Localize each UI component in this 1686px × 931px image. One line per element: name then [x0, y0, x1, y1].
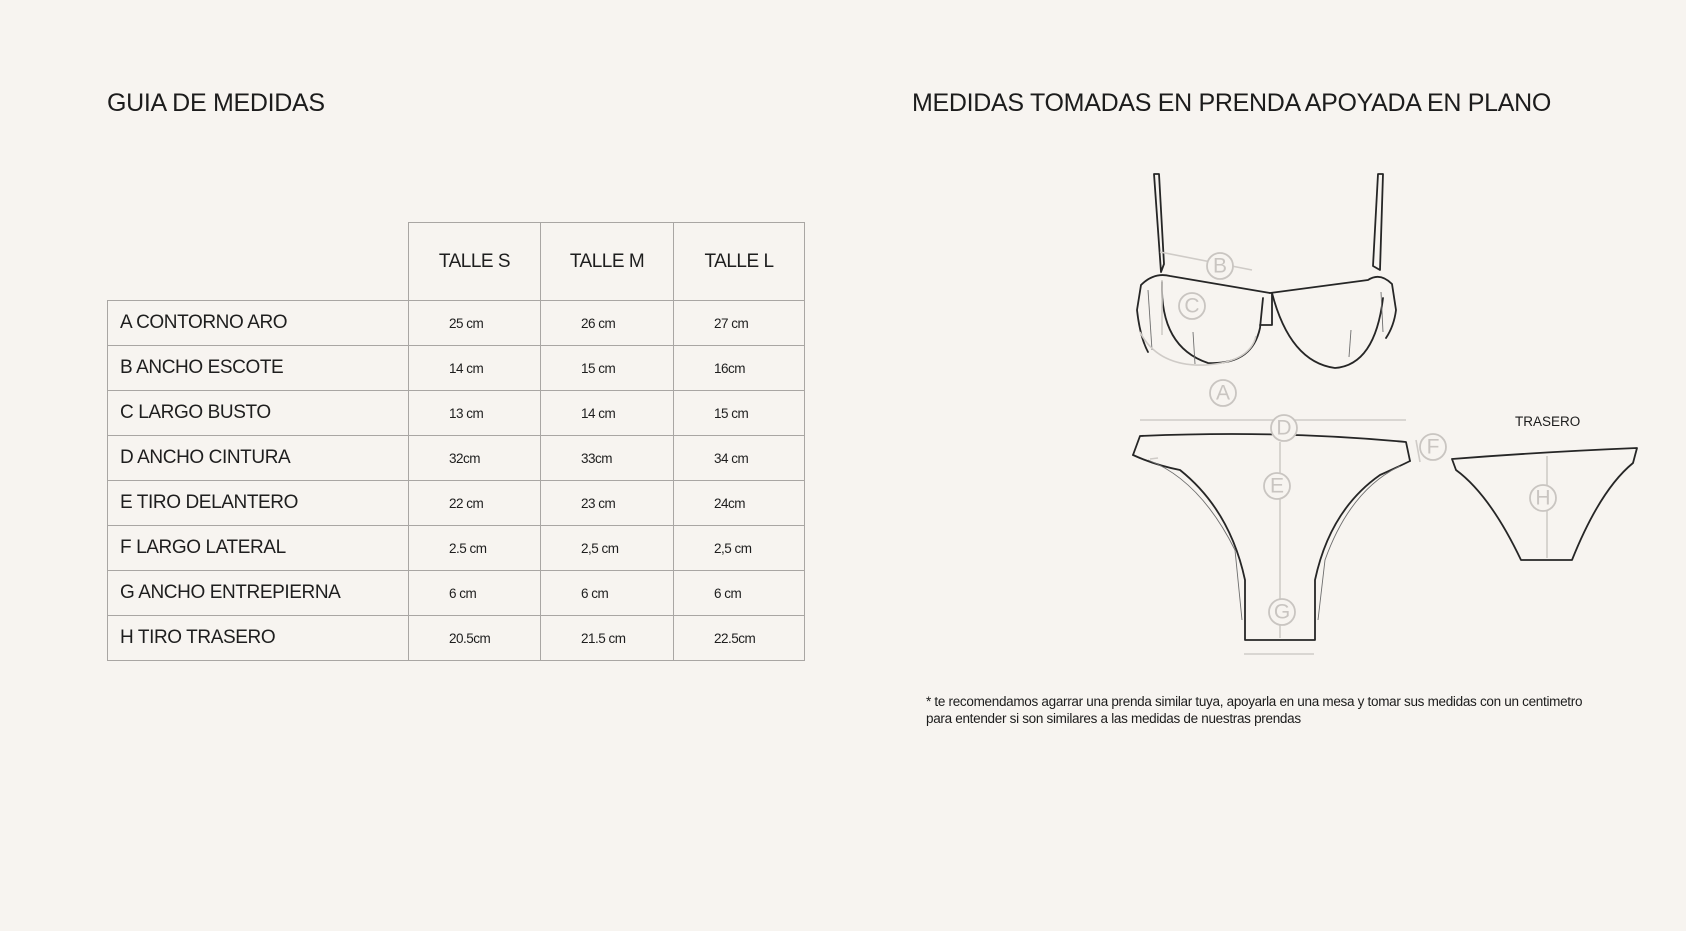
marker-e: [1264, 473, 1290, 499]
value-size-l: 6 cm: [674, 571, 805, 616]
measure-label: G ANCHO ENTREPIERNA: [108, 571, 409, 616]
table-row: [108, 436, 805, 481]
measure-label: C LARGO BUSTO: [108, 391, 409, 436]
value-size-s: 20.5cm: [409, 616, 541, 661]
value-size-l: 2,5 cm: [674, 526, 805, 571]
value-size-s: 6 cm: [409, 571, 541, 616]
value-size-m: 6 cm: [541, 571, 674, 616]
value-size-l: 34 cm: [674, 436, 805, 481]
guide-d: [1150, 458, 1158, 459]
value-size-s: 14 cm: [409, 346, 541, 391]
marker-f-label: F: [1426, 435, 1440, 459]
measure-label: F LARGO LATERAL: [108, 526, 409, 571]
header-size-m: TALLE M: [541, 223, 674, 301]
guide-b: [1160, 252, 1252, 270]
right-cup-seam: [1349, 330, 1351, 357]
table-row: [108, 391, 805, 436]
measure-label: A CONTORNO ARO: [108, 301, 409, 346]
value-size-m: 33cm: [541, 436, 674, 481]
value-size-l: 16cm: [674, 346, 805, 391]
value-size-m: 23 cm: [541, 481, 674, 526]
header-size-l: TALLE L: [674, 223, 805, 301]
marker-e-label: E: [1269, 474, 1285, 498]
value-size-s: 32cm: [409, 436, 541, 481]
front-brief-waistband: [1133, 434, 1410, 461]
marker-d: [1271, 415, 1297, 441]
marker-h: [1530, 485, 1556, 511]
marker-c: [1179, 293, 1205, 319]
left-cup-seam: [1193, 332, 1195, 364]
value-size-l: 22.5cm: [674, 616, 805, 661]
measure-label: D ANCHO CINTURA: [108, 436, 409, 481]
note-line-1: * te recomendamos agarrar una prenda similar tuya, apoyarla en una mesa y tomar sus medidas con un centimetro: [926, 694, 1583, 709]
measure-label: E TIRO DELANTERO: [108, 481, 409, 526]
table-row: [108, 481, 805, 526]
value-size-m: 26 cm: [541, 301, 674, 346]
right-strap: [1373, 174, 1383, 270]
value-size-l: 24cm: [674, 481, 805, 526]
value-size-l: 27 cm: [674, 301, 805, 346]
trasero-label: TRASERO: [1515, 414, 1581, 429]
left-strap: [1154, 174, 1164, 272]
marker-c-label: C: [1184, 294, 1200, 318]
marker-g-label: G: [1273, 600, 1291, 624]
marker-b: [1207, 253, 1233, 279]
left-side-seam: [1148, 290, 1152, 350]
value-size-s: 25 cm: [409, 301, 541, 346]
guide-f: [1416, 440, 1420, 462]
measure-label: B ANCHO ESCOTE: [108, 346, 409, 391]
front-brief-inner-right: [1318, 466, 1400, 620]
garment-measurement-diagram: [1100, 160, 1670, 680]
bra-illustration: [1137, 174, 1396, 368]
table-row: [108, 301, 805, 346]
marker-f: [1420, 434, 1446, 460]
size-header-row: [108, 223, 805, 301]
value-size-m: 21.5 cm: [541, 616, 674, 661]
value-size-m: 14 cm: [541, 391, 674, 436]
marker-d-label: D: [1276, 416, 1292, 440]
value-size-m: 2,5 cm: [541, 526, 674, 571]
marker-h-label: H: [1535, 486, 1551, 510]
size-table: [107, 222, 805, 661]
guide-a: [1140, 332, 1256, 365]
value-size-m: 15 cm: [541, 346, 674, 391]
marker-a: [1210, 380, 1236, 406]
header-size-s: TALLE S: [409, 223, 541, 301]
value-size-s: 22 cm: [409, 481, 541, 526]
table-row: [108, 571, 805, 616]
size-guide-title: GUIA DE MEDIDAS: [107, 89, 325, 117]
note-line-2: para entender si son similares a las medidas de nuestras prendas: [926, 711, 1301, 726]
measurement-note: [926, 693, 1646, 727]
table-row: [108, 526, 805, 571]
table-row: [108, 346, 805, 391]
value-size-s: 2.5 cm: [409, 526, 541, 571]
value-size-s: 13 cm: [409, 391, 541, 436]
marker-a-label: A: [1215, 381, 1231, 405]
value-size-l: 15 cm: [674, 391, 805, 436]
flat-measurement-title: MEDIDAS TOMADAS EN PRENDA APOYADA EN PLANO: [912, 89, 1551, 117]
table-row: [108, 616, 805, 661]
header-corner-cell: [108, 223, 409, 301]
right-cup: [1272, 293, 1383, 368]
measure-label: H TIRO TRASERO: [108, 616, 409, 661]
marker-g: [1269, 599, 1295, 625]
marker-b-label: B: [1212, 254, 1228, 278]
